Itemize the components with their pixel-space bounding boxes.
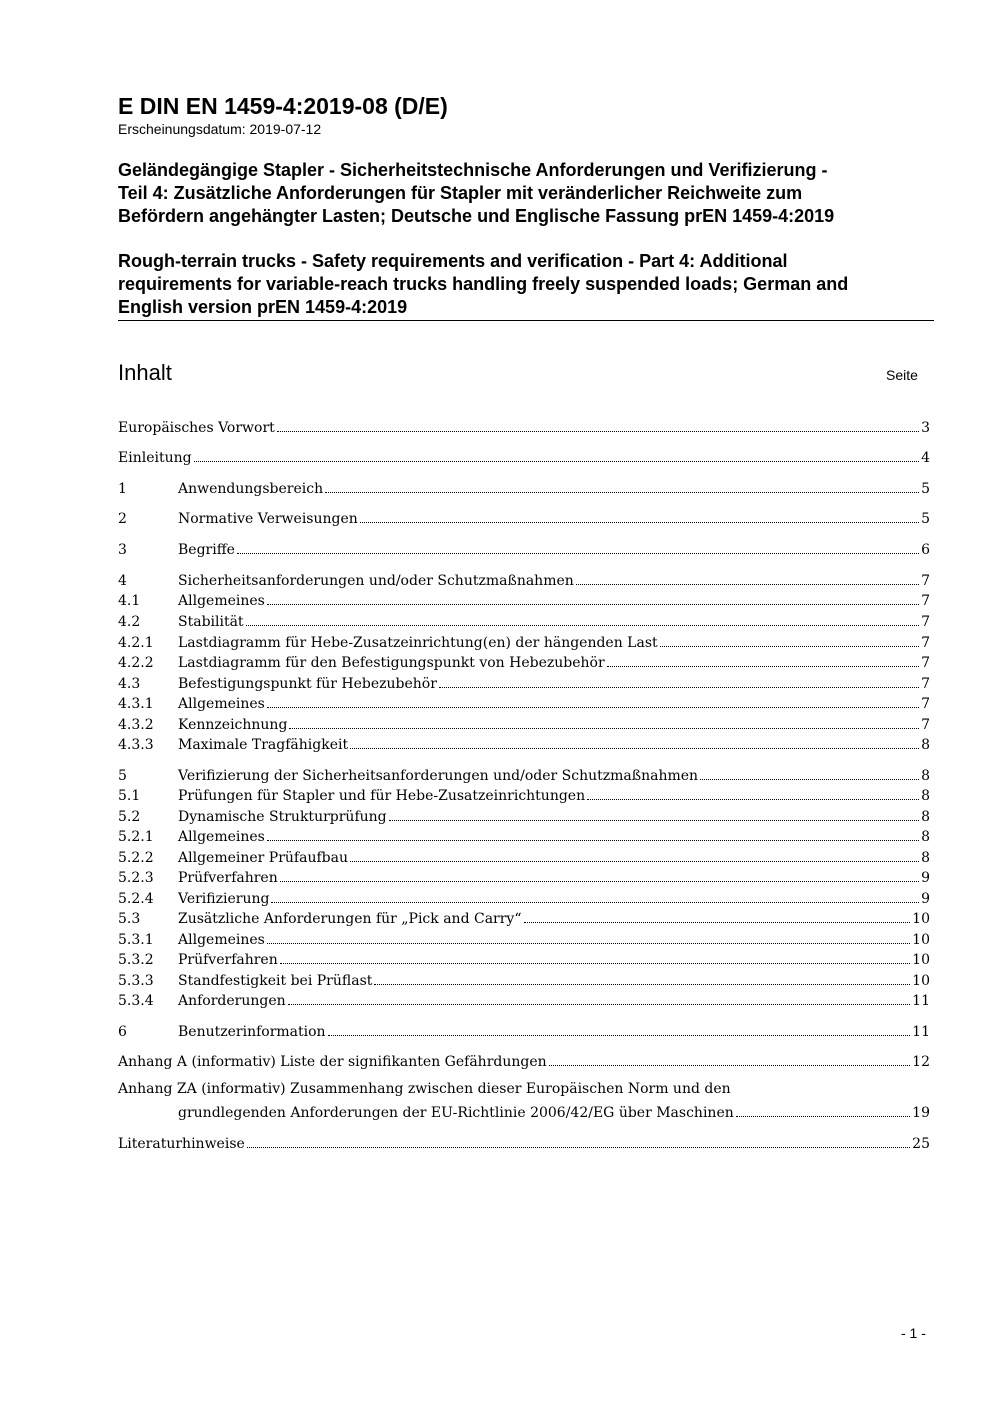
toc-leader-dots xyxy=(288,1004,911,1005)
toc-entry-page: 5 xyxy=(921,481,930,497)
toc-entry[interactable] xyxy=(118,764,930,784)
toc-leader-dots xyxy=(267,840,919,841)
publication-date: Erscheinungsdatum: 2019-07-12 xyxy=(118,121,322,137)
toc-entry-title: Stabilität xyxy=(178,614,244,630)
toc-page-heading: Seite xyxy=(886,367,918,383)
toc-entry-page: 8 xyxy=(921,788,930,804)
toc-entry-title: Einleitung xyxy=(118,450,192,466)
toc-entry-page: 3 xyxy=(921,420,930,436)
toc-entry-number: 2 xyxy=(118,511,127,527)
toc-entry-title: Kennzeichnung xyxy=(178,717,288,733)
toc-leader-dots xyxy=(325,492,919,493)
toc-entry-number: 5 xyxy=(118,768,127,784)
toc-leader-dots xyxy=(289,728,919,729)
toc-leader-dots xyxy=(267,707,919,708)
toc-entry[interactable] xyxy=(118,477,930,497)
toc-leader-dots xyxy=(360,522,919,523)
toc-entry-page: 5 xyxy=(921,511,930,527)
toc-entry-page: 7 xyxy=(921,676,930,692)
toc-leader-dots xyxy=(736,1116,910,1117)
toc-entry-title: Lastdiagramm für Hebe-Zusatzeinrichtung(en) der hängenden Last xyxy=(178,635,658,651)
toc-leader-dots xyxy=(328,1035,911,1036)
toc-leader-dots xyxy=(374,984,910,985)
toc-entry-number: 4.3.1 xyxy=(118,696,154,712)
toc-entry[interactable] xyxy=(118,651,930,671)
toc-entry-title: Prüfungen für Stapler und für Hebe-Zusatzeinrichtungen xyxy=(178,788,586,804)
toc-entry[interactable] xyxy=(118,846,930,866)
toc-entry-title: Begriffe xyxy=(178,542,235,558)
toc-entry-title: Zusätzliche Anforderungen für „Pick and Carry“ xyxy=(178,911,522,927)
toc-leader-dots xyxy=(280,963,910,964)
toc-entry-page: 8 xyxy=(921,768,930,784)
title-divider xyxy=(118,320,934,321)
toc-leader-dots xyxy=(247,1147,910,1148)
toc-entry-title: Dynamische Strukturprüfung xyxy=(178,809,387,825)
toc-entry-page: 8 xyxy=(921,850,930,866)
toc-leader-dots xyxy=(267,943,910,944)
toc-entry[interactable] xyxy=(118,825,930,845)
toc-entry-page: 8 xyxy=(921,809,930,825)
toc-entry-page: 9 xyxy=(921,891,930,907)
toc-leader-dots xyxy=(271,902,919,903)
toc-entry-number: 4.1 xyxy=(118,593,141,609)
toc-entry[interactable] xyxy=(118,507,930,527)
toc-entry[interactable] xyxy=(118,887,930,907)
toc-entry-number: 4.2 xyxy=(118,614,141,630)
toc-entry-title: Befestigungspunkt für Hebezubehör xyxy=(178,676,437,692)
toc-entry-title: Verifizierung der Sicherheitsanforderungen und/oder Schutzmaßnahmen xyxy=(178,768,699,784)
toc-entry[interactable] xyxy=(118,610,930,630)
toc-entry-number: 4.3 xyxy=(118,676,141,692)
toc-entry-number: 4.3.3 xyxy=(118,737,154,753)
toc-entry-title: Allgemeines xyxy=(178,593,265,609)
toc-entry[interactable] xyxy=(118,1050,930,1070)
title-english-line: requirements for variable-reach trucks handling freely suspended loads; German and xyxy=(118,274,849,294)
toc-entry-page: 6 xyxy=(921,542,930,558)
toc-entry-page: 7 xyxy=(921,593,930,609)
toc-entry-number: 4.3.2 xyxy=(118,717,154,733)
toc-entry-title: Benutzerinformation xyxy=(178,1024,326,1040)
toc-entry-number: 5.2.4 xyxy=(118,891,154,907)
toc-entry-title: Prüfverfahren xyxy=(178,952,278,968)
toc-entry[interactable] xyxy=(118,948,930,968)
toc-entry[interactable] xyxy=(118,713,930,733)
toc-entry-page: 11 xyxy=(912,1024,930,1040)
toc-entry-title: Verifizierung xyxy=(178,891,270,907)
toc-entry-page: 4 xyxy=(921,450,930,466)
toc-entry-title: Standfestigkeit bei Prüflast xyxy=(178,973,373,989)
toc-entry-page: 7 xyxy=(921,614,930,630)
toc-entry-page: 8 xyxy=(921,829,930,845)
toc-entry[interactable] xyxy=(118,989,930,1009)
toc-leader-dots xyxy=(277,431,919,432)
toc-entry[interactable] xyxy=(118,928,930,948)
toc-entry-number: 4.2.2 xyxy=(118,655,154,671)
toc-entry-page: 25 xyxy=(912,1136,930,1152)
toc-entry-page: 7 xyxy=(921,635,930,651)
toc-entry-title: Prüfverfahren xyxy=(178,870,278,886)
toc-entry-number: 5.3.3 xyxy=(118,973,154,989)
toc-leader-dots xyxy=(439,687,919,688)
toc-entry[interactable] xyxy=(118,866,930,886)
toc-entry[interactable] xyxy=(118,631,930,651)
document-id: E DIN EN 1459-4:2019-08 (D/E) xyxy=(118,93,448,119)
toc-entry-title: Normative Verweisungen xyxy=(178,511,358,527)
toc-entry-number: 6 xyxy=(118,1024,127,1040)
toc-entry[interactable] xyxy=(118,446,930,466)
toc-leader-dots xyxy=(576,584,919,585)
toc-entry-number: 1 xyxy=(118,481,127,497)
title-german-line: Befördern angehängter Lasten; Deutsche und Englische Fassung prEN 1459-4:2019 xyxy=(118,206,835,226)
toc-entry-title: Allgemeines xyxy=(178,932,265,948)
toc-entry[interactable] xyxy=(118,969,930,989)
toc-entry-title: Allgemeines xyxy=(178,696,265,712)
toc-leader-dots xyxy=(587,799,919,800)
toc-leader-dots xyxy=(389,820,919,821)
toc-entry-title: Allgemeiner Prüfaufbau xyxy=(178,850,348,866)
title-german-line: Geländegängige Stapler - Sicherheitstechnische Anforderungen und Verifizierung - xyxy=(118,160,828,180)
toc-entry[interactable] xyxy=(118,733,930,753)
toc-entry[interactable] xyxy=(118,692,930,712)
page-number: - 1 - xyxy=(901,1325,926,1341)
toc-entry[interactable] xyxy=(118,569,930,589)
toc-entry-number: 5.2 xyxy=(118,809,141,825)
toc-entry-number: 5.3 xyxy=(118,911,141,927)
toc-leader-dots xyxy=(524,922,911,923)
toc-entry-number: 4 xyxy=(118,573,127,589)
toc-entry-number: 5.2.1 xyxy=(118,829,154,845)
toc-entry-number: 4.2.1 xyxy=(118,635,154,651)
toc-entry[interactable] xyxy=(118,907,930,927)
toc-entry-title: Anwendungsbereich xyxy=(178,481,324,497)
toc-entry[interactable] xyxy=(118,1020,930,1040)
toc-leader-dots xyxy=(350,748,919,749)
toc-leader-dots xyxy=(660,646,919,647)
toc-entry-number: 5.2.3 xyxy=(118,870,154,886)
toc-entry-number: 5.3.2 xyxy=(118,952,154,968)
toc-entry[interactable] xyxy=(118,784,930,804)
title-english xyxy=(118,250,938,319)
toc-entry[interactable] xyxy=(118,672,930,692)
toc-entry-title: Allgemeines xyxy=(178,829,265,845)
toc-entry-title: Europäisches Vorwort xyxy=(118,420,275,436)
toc-leader-dots xyxy=(549,1065,911,1066)
toc-entry-page: 19 xyxy=(912,1105,930,1121)
toc-leader-dots xyxy=(350,861,919,862)
toc-leader-dots xyxy=(237,553,919,554)
toc-entry-number: 5.3.1 xyxy=(118,932,154,948)
title-english-line: Rough-terrain trucks - Safety requirements and verification - Part 4: Additional xyxy=(118,251,788,271)
toc-entry[interactable] xyxy=(118,1132,930,1152)
toc-entry-page: 9 xyxy=(921,870,930,886)
toc-entry-number: 5.2.2 xyxy=(118,850,154,866)
toc-entry-page: 7 xyxy=(921,573,930,589)
toc-leader-dots xyxy=(700,779,919,780)
toc-entry-page: 7 xyxy=(921,655,930,671)
title-english-line: English version prEN 1459-4:2019 xyxy=(118,297,408,317)
title-german xyxy=(118,159,938,228)
toc-entry-title: Anhang A (informativ) Liste der signifikanten Gefährdungen xyxy=(118,1054,547,1070)
toc-entry[interactable] xyxy=(118,416,930,436)
toc-entry-page: 10 xyxy=(912,973,930,989)
toc-entry-page: 11 xyxy=(912,993,930,1009)
toc-entry-title: Literaturhinweise xyxy=(118,1136,245,1152)
toc-entry[interactable] xyxy=(118,805,930,825)
title-german-line: Teil 4: Zusätzliche Anforderungen für Stapler mit veränderlicher Reichweite zum xyxy=(118,183,803,203)
toc-entry-number: 3 xyxy=(118,542,127,558)
toc-entry-title: Maximale Tragfähigkeit xyxy=(178,737,349,753)
toc-entry[interactable] xyxy=(118,538,930,558)
toc-leader-dots xyxy=(280,881,919,882)
toc-leader-dots xyxy=(246,625,920,626)
toc-entry-page: 12 xyxy=(912,1054,930,1070)
toc-entry-number: 5.3.4 xyxy=(118,993,154,1009)
toc-leader-dots xyxy=(267,604,919,605)
toc-entry-page: 10 xyxy=(912,952,930,968)
toc-entry-title[interactable]: Anhang ZA (informativ) Zusammenhang zwischen dieser Europäischen Norm und den xyxy=(118,1081,731,1097)
toc-entry[interactable] xyxy=(118,589,930,609)
toc-entry-page: 10 xyxy=(912,932,930,948)
toc-entry-title: Anforderungen xyxy=(178,993,286,1009)
toc-leader-dots xyxy=(607,666,919,667)
toc-leader-dots xyxy=(194,461,920,462)
toc-entry[interactable] xyxy=(118,1101,930,1121)
toc-entry-number: 5.1 xyxy=(118,788,141,804)
toc-entry-page: 7 xyxy=(921,717,930,733)
toc-heading: Inhalt xyxy=(118,360,172,385)
toc-entry-title-continued: grundlegenden Anforderungen der EU-Richtlinie 2006/42/EG über Maschinen xyxy=(178,1105,734,1121)
toc-entry-page: 10 xyxy=(912,911,930,927)
toc-entry-title: Sicherheitsanforderungen und/oder Schutzmaßnahmen xyxy=(178,573,574,589)
toc-entry-page: 8 xyxy=(921,737,930,753)
toc-entry-page: 7 xyxy=(921,696,930,712)
toc-entry-title: Lastdiagramm für den Befestigungspunkt von Hebezubehör xyxy=(178,655,605,671)
